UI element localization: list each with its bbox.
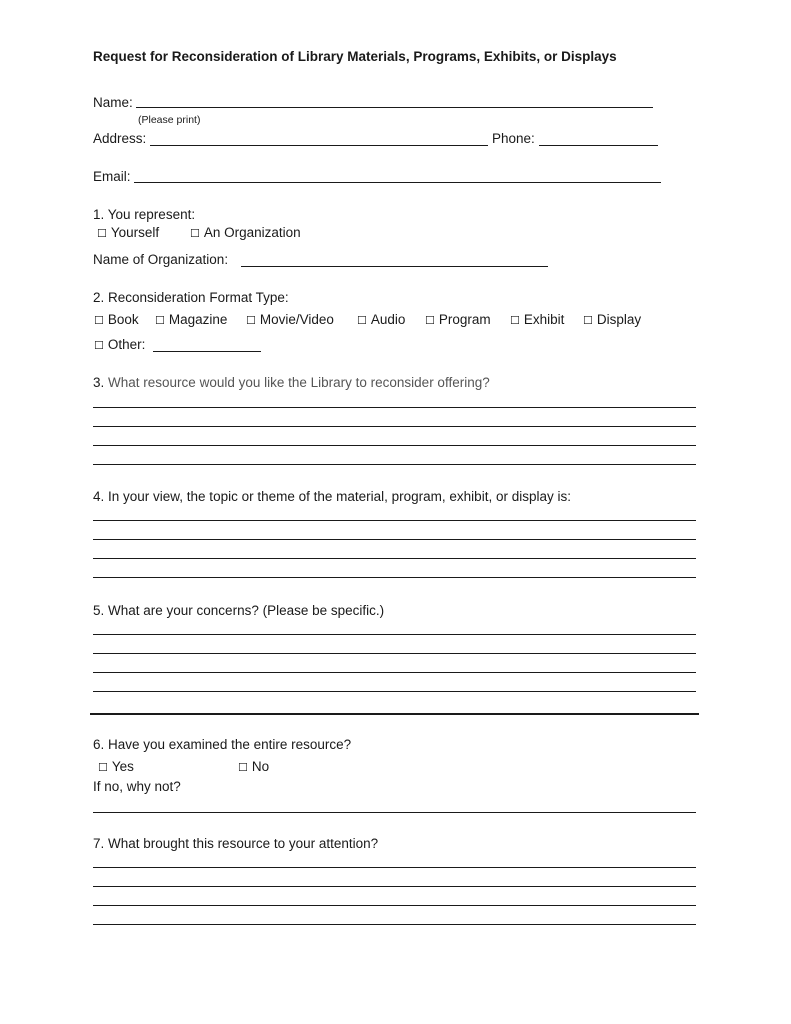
answer-line[interactable] — [93, 539, 696, 540]
option-other[interactable] — [94, 337, 145, 352]
q6-followup-label: If no, why not? — [93, 779, 181, 794]
option-magazine[interactable] — [155, 312, 227, 327]
answer-line[interactable] — [93, 558, 696, 559]
email-field[interactable] — [134, 182, 661, 183]
q6-label: 6. Have you examined the entire resource? — [93, 737, 352, 752]
checkbox-icon: ☐ — [583, 314, 593, 327]
option-label: Program — [438, 312, 491, 327]
option-label: Display — [596, 312, 642, 327]
name-hint: (Please print) — [138, 114, 201, 126]
checkbox-icon: ☐ — [510, 314, 520, 327]
q4-label: 4. In your view, the topic or theme of the material, program, exhibit, or display is: — [93, 489, 571, 504]
answer-line[interactable] — [93, 445, 696, 446]
answer-line[interactable] — [93, 924, 696, 925]
option-label: Movie/Video — [259, 312, 334, 327]
checkbox-icon: ☐ — [246, 314, 256, 327]
option-label: Other: — [107, 337, 146, 352]
option-book[interactable] — [94, 312, 139, 327]
answer-line[interactable] — [93, 634, 696, 635]
option-organization[interactable] — [190, 225, 301, 240]
answer-line[interactable] — [93, 653, 696, 654]
q3-label — [93, 375, 490, 390]
q3-text: What resource would you like the Library to reconsider offering? — [108, 375, 490, 390]
answer-line[interactable] — [93, 520, 696, 521]
option-yes[interactable] — [98, 759, 134, 774]
checkbox-icon: ☐ — [190, 227, 200, 240]
answer-line[interactable] — [93, 691, 696, 692]
address-label: Address: — [93, 131, 147, 146]
q5-label: 5. What are your concerns? (Please be specific.) — [93, 603, 385, 618]
answer-line[interactable] — [93, 426, 696, 427]
form-title: Request for Reconsideration of Library Materials, Programs, Exhibits, or Displays — [93, 49, 617, 64]
other-format-field[interactable] — [153, 351, 261, 352]
q3-number: 3. — [93, 375, 105, 390]
option-label: Yourself — [110, 225, 160, 240]
q7-label: 7. What brought this resource to your attention? — [93, 836, 379, 851]
email-label: Email: — [93, 169, 131, 184]
option-no[interactable] — [238, 759, 269, 774]
section-divider — [90, 713, 699, 715]
q2-label: 2. Reconsideration Format Type: — [93, 290, 289, 305]
checkbox-icon: ☐ — [94, 314, 104, 327]
q1-label: 1. You represent: — [93, 207, 196, 222]
checkbox-icon: ☐ — [94, 339, 104, 352]
option-exhibit[interactable] — [510, 312, 564, 327]
address-field[interactable] — [150, 145, 488, 146]
option-audio[interactable] — [357, 312, 405, 327]
checkbox-icon: ☐ — [98, 761, 108, 774]
answer-line[interactable] — [93, 812, 696, 813]
phone-label: Phone: — [492, 131, 535, 146]
option-label: No — [251, 759, 270, 774]
checkbox-icon: ☐ — [238, 761, 248, 774]
org-name-label: Name of Organization: — [93, 252, 229, 267]
option-label: Yes — [111, 759, 134, 774]
org-name-field[interactable] — [241, 266, 548, 267]
name-field[interactable] — [136, 107, 653, 108]
answer-line[interactable] — [93, 464, 696, 465]
option-label: Book — [107, 312, 139, 327]
option-label: Audio — [370, 312, 406, 327]
option-yourself[interactable] — [97, 225, 159, 240]
answer-line[interactable] — [93, 672, 696, 673]
name-label: Name: — [93, 95, 133, 110]
answer-line[interactable] — [93, 905, 696, 906]
phone-field[interactable] — [539, 145, 658, 146]
answer-line[interactable] — [93, 886, 696, 887]
option-program[interactable] — [425, 312, 491, 327]
checkbox-icon: ☐ — [97, 227, 107, 240]
checkbox-icon: ☐ — [357, 314, 367, 327]
answer-line[interactable] — [93, 407, 696, 408]
option-movie-video[interactable] — [246, 312, 334, 327]
checkbox-icon: ☐ — [155, 314, 165, 327]
option-label: Exhibit — [523, 312, 565, 327]
option-display[interactable] — [583, 312, 641, 327]
answer-line[interactable] — [93, 867, 696, 868]
answer-line[interactable] — [93, 577, 696, 578]
checkbox-icon: ☐ — [425, 314, 435, 327]
option-label: Magazine — [168, 312, 228, 327]
option-label: An Organization — [203, 225, 301, 240]
